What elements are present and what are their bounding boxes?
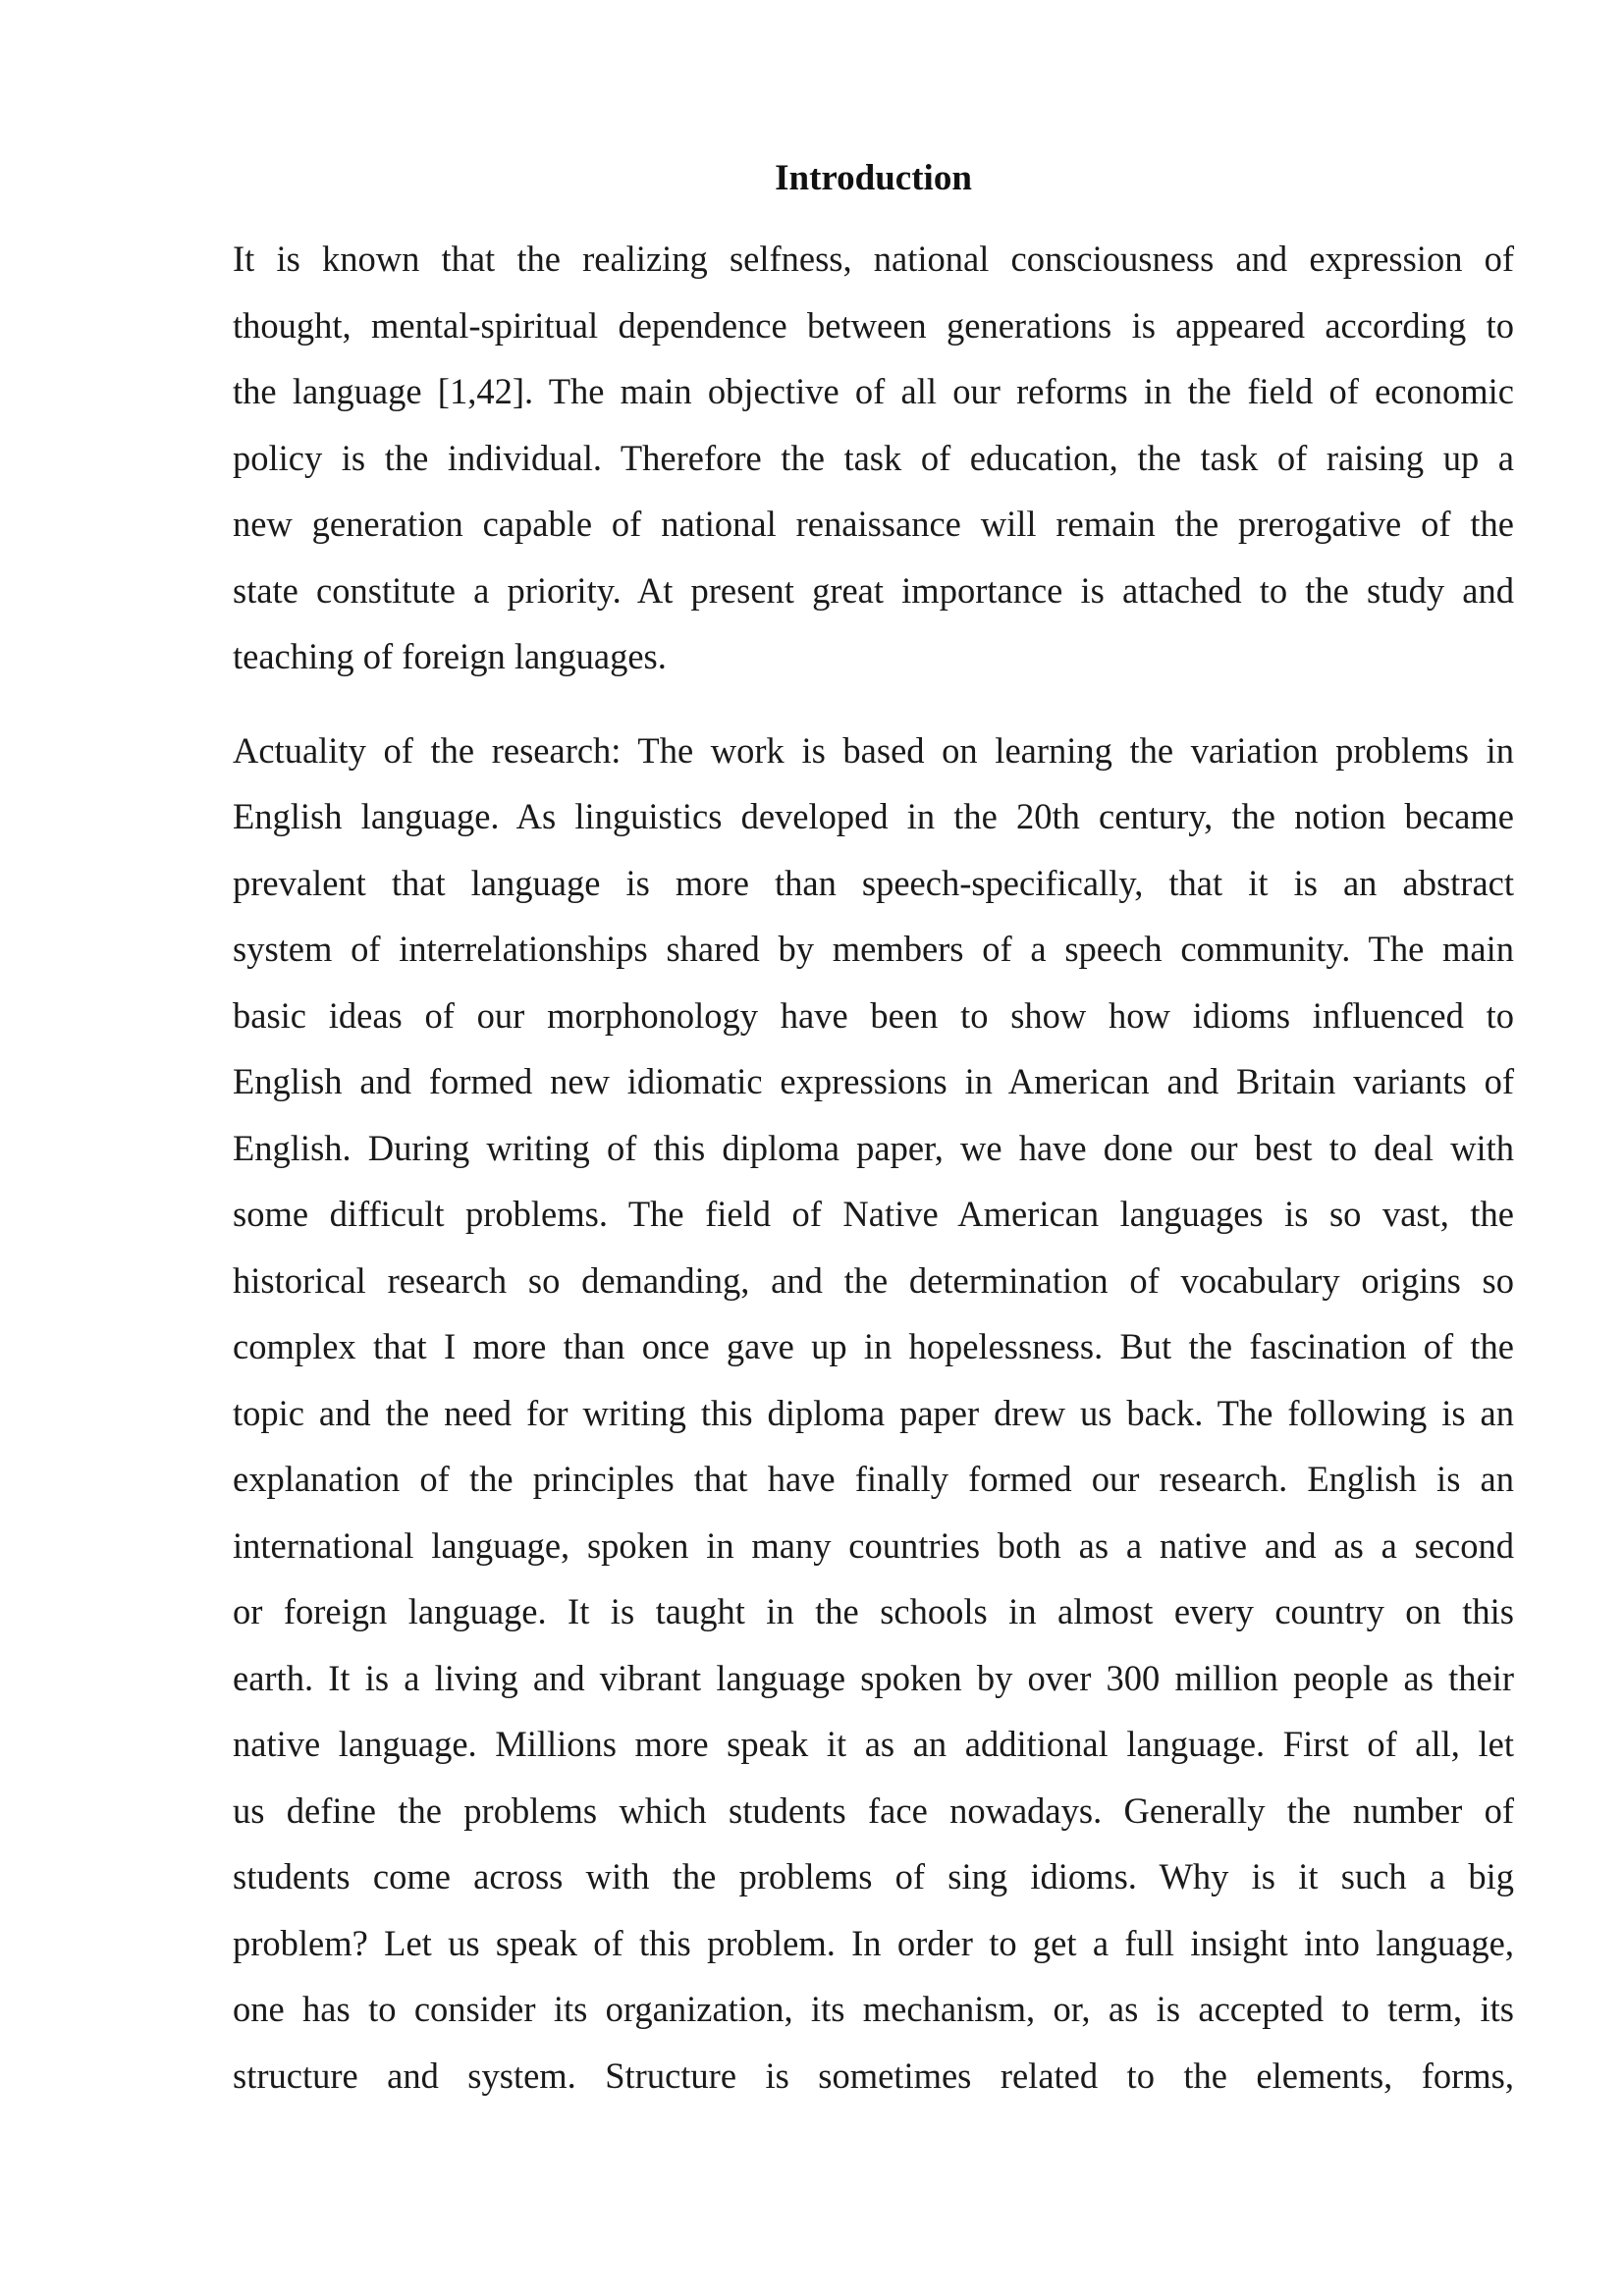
text-line: the language [1,42]. The main objective of all our reforms in the field of economic <box>233 371 1514 411</box>
document-body <box>233 147 1514 2136</box>
text-line: students come across with the problems of sing idioms. Why is it such a big <box>233 1856 1514 1896</box>
text-line: English language. As linguistics developed in the 20th century, the notion became <box>233 796 1514 836</box>
text-line: policy is the individual. Therefore the task of education, the task of raising up a <box>233 437 1514 478</box>
text-line: international language, spoken in many countries both as a native and as a second <box>233 1524 1514 1566</box>
text-line: prevalent that language is more than speech-specifically, that it is an abstract <box>233 862 1514 903</box>
text-line: native language. Millions more speak it as an additional language. First of all, let <box>233 1724 1514 1764</box>
text-line: English and formed new idiomatic expressions in American and Britain variants of <box>233 1061 1514 1101</box>
paragraph-actuality <box>233 718 1514 2109</box>
text-line: It is known that the realizing selfness, national consciousness and expression of <box>233 239 1514 279</box>
text-line: English. During writing of this diploma paper, we have done our best to deal with <box>233 1127 1514 1168</box>
text-line: topic and the need for writing this diploma paper drew us back. The following is an <box>233 1392 1514 1433</box>
text-line: state constitute a priority. At present great importance is attached to the study and <box>233 569 1514 611</box>
text-line: structure and system. Structure is sometimes related to the elements, forms, <box>233 2055 1514 2096</box>
text-line: Actuality of the research: The work is based on learning the variation problems in <box>233 729 1514 771</box>
text-line: explanation of the principles that have finally formed our research. English is an <box>233 1459 1514 1499</box>
text-line: us define the problems which students face nowadays. Generally the number of <box>233 1789 1514 1831</box>
text-line: complex that I more than once gave up in hopelessness. But the fascination of the <box>233 1326 1514 1366</box>
text-line: teaching of foreign languages. <box>233 636 667 676</box>
text-line: system of interrelationships shared by members of a speech community. The main <box>233 929 1514 969</box>
text-line: new generation capable of national renaissance will remain the prerogative of the <box>233 504 1514 544</box>
text-line: earth. It is a living and vibrant language spoken by over 300 million people as their <box>233 1657 1514 1698</box>
text-line: thought, mental-spiritual dependence between generations is appeared according to <box>233 304 1514 346</box>
text-line: historical research so demanding, and the determination of vocabulary origins so <box>233 1259 1514 1301</box>
section-heading: Introduction <box>775 158 972 198</box>
paragraph-intro <box>233 226 1514 690</box>
text-line: basic ideas of our morphonology have been to show how idioms influenced to <box>233 994 1514 1036</box>
text-line: some difficult problems. The field of Native American languages is so vast, the <box>233 1194 1514 1234</box>
text-line: one has to consider its organization, its mechanism, or, as is accepted to term, its <box>233 1989 1514 2029</box>
text-line: or foreign language. It is taught in the schools in almost every country on this <box>233 1591 1514 1631</box>
text-line: problem? Let us speak of this problem. In order to get a full insight into language, <box>233 1922 1514 1963</box>
